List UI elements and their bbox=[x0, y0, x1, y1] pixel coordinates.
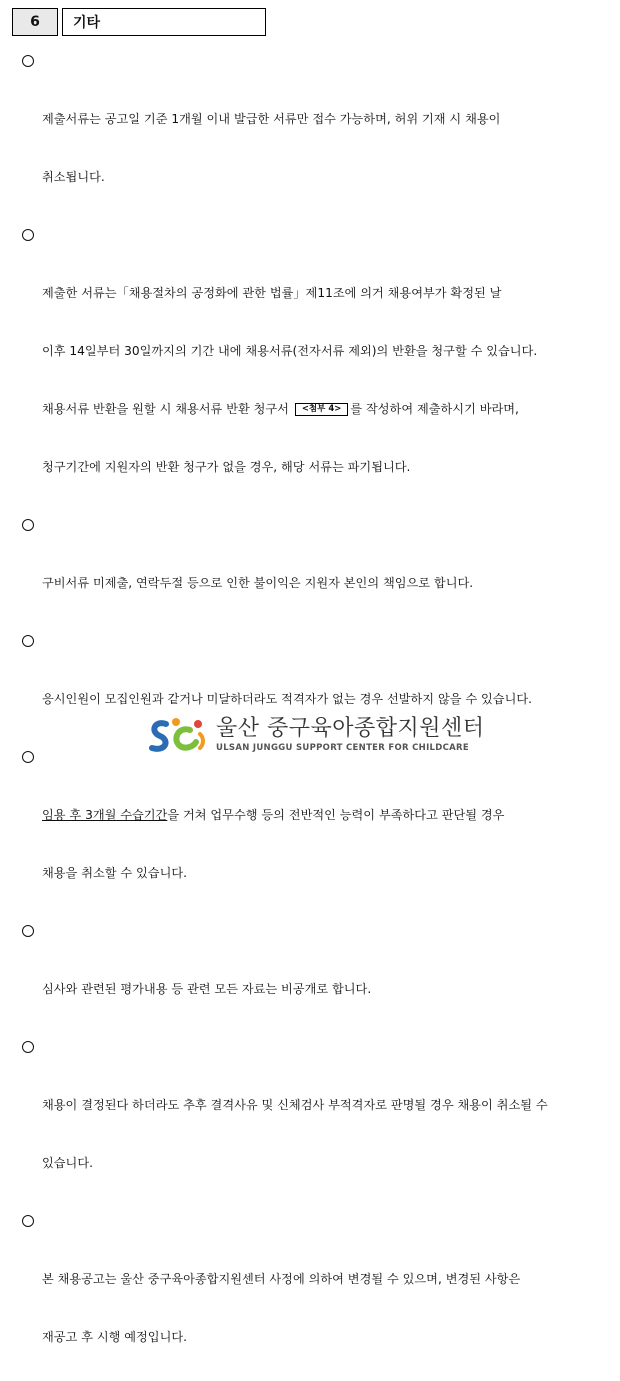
item-line-part: 채용서류 반환을 원할 시 채용서류 반환 청구서 bbox=[42, 402, 289, 416]
section-number: 6 bbox=[12, 8, 58, 36]
footer-logo-block bbox=[146, 712, 485, 758]
item-line-part: 를 작성하여 제출하시기 바라며, bbox=[350, 402, 519, 416]
section-header bbox=[12, 8, 266, 36]
circle-bullet-icon bbox=[22, 55, 34, 67]
list-item bbox=[22, 47, 592, 221]
list-item bbox=[22, 743, 592, 917]
item-line: 채용을 취소할 수 있습니다. bbox=[42, 866, 188, 880]
circle-bullet-icon bbox=[22, 751, 34, 763]
list-item bbox=[22, 1033, 592, 1207]
item-line: 응시인원이 모집인원과 같거나 미달하더라도 적격자가 없는 경우 선발하지 않을 수 있습니다. bbox=[42, 692, 532, 706]
item-line: 제출서류는 공고일 기준 1개월 이내 발급한 서류만 접수 가능하며, 허위 기재 시 채용이 bbox=[42, 112, 501, 126]
item-line: 있습니다. bbox=[42, 1156, 93, 1170]
item-line: 청구기간에 지원자의 반환 청구가 없을 경우, 해당 서류는 파기됩니다. bbox=[42, 460, 411, 474]
circle-bullet-icon bbox=[22, 1041, 34, 1053]
item-line: 심사와 관련된 평가내용 등 관련 모든 자료는 비공개로 합니다. bbox=[42, 982, 372, 996]
list-item bbox=[22, 221, 592, 511]
list-item bbox=[22, 1207, 592, 1381]
item-line: 구비서류 미제출, 연락두절 등으로 인한 불이익은 지원자 본인의 책임으로 합니다. bbox=[42, 576, 474, 590]
center-name-english: ULSAN JUNGGU SUPPORT CENTER FOR CHILDCARE bbox=[216, 743, 469, 753]
circle-bullet-icon bbox=[22, 519, 34, 531]
item-line bbox=[42, 801, 592, 830]
item-line bbox=[42, 395, 592, 424]
center-logo-icon bbox=[146, 712, 210, 758]
circle-bullet-icon bbox=[22, 925, 34, 937]
probation-period-text: 임용 후 3개월 수습기간 bbox=[42, 808, 168, 822]
circle-bullet-icon bbox=[22, 229, 34, 241]
item-line: 이후 14일부터 30일까지의 기간 내에 채용서류(전자서류 제외)의 반환을 청구할 수 있습니다. bbox=[42, 344, 538, 358]
item-line-part: 을 거쳐 업무수행 등의 전반적인 능력이 부족하다고 판단될 경우 bbox=[167, 808, 505, 822]
circle-bullet-icon bbox=[22, 1215, 34, 1227]
item-line: 채용이 결정된다 하더라도 추후 결격사유 및 신체검사 부적격자로 판명될 경우 채용이 취소될 수 bbox=[42, 1098, 548, 1112]
item-line: 본 채용공고는 울산 중구육아종합지원센터 사정에 의하여 변경될 수 있으며, 변경된 사항은 bbox=[42, 1272, 521, 1286]
list-item bbox=[22, 511, 592, 627]
section-title: 기타 bbox=[62, 8, 266, 36]
list-item bbox=[22, 917, 592, 1033]
circle-bullet-icon bbox=[22, 635, 34, 647]
item-line: 제출한 서류는「채용절차의 공정화에 관한 법률」제11조에 의거 채용여부가 확정된 날 bbox=[42, 286, 502, 300]
item-line: 취소됩니다. bbox=[42, 170, 105, 184]
footer-text bbox=[216, 716, 485, 754]
center-name-korean: 울산 중구육아종합지원센터 bbox=[216, 716, 485, 741]
attachment-badge: <첨부 4> bbox=[295, 403, 349, 416]
item-line: 재공고 후 시행 예정입니다. bbox=[42, 1330, 188, 1344]
